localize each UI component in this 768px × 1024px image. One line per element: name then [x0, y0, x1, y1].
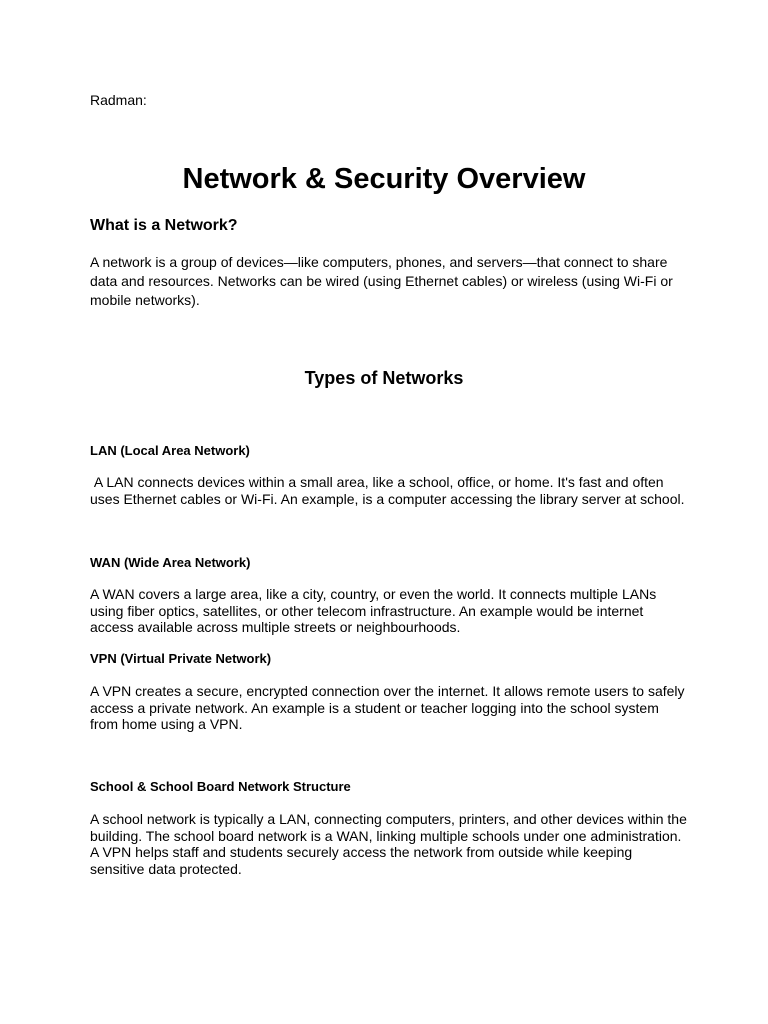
network-paragraph: A network is a group of devices—like computers, phones, and servers—that connect to share data and resources. Networks can be wired (using Ethernet cables) or wireless (using Wi-Fi or mobile networks).: [90, 254, 673, 308]
network-heading: What is a Network?: [90, 217, 238, 234]
vpn-paragraph: A VPN creates a secure, encrypted connection over the internet. It allows remote users to safely access a private network. An example is a student or teacher logging into the school system from home using a VPN.: [90, 683, 685, 732]
vpn-heading: VPN (Virtual Private Network): [90, 651, 272, 666]
author-label: Radman:: [90, 92, 147, 108]
school-structure-paragraph: A school network is typically a LAN, connecting computers, printers, and other devices within the building. The school board network is a WAN, linking multiple schools under one administration. A VPN helps staff and students securely access the network from outside while keeping sensitive data protected.: [90, 811, 687, 877]
lan-heading: LAN (Local Area Network): [90, 443, 250, 458]
document-title: Network & Security Overview: [182, 163, 586, 195]
wan-heading: WAN (Wide Area Network): [90, 555, 251, 570]
wan-paragraph: A WAN covers a large area, like a city, country, or even the world. It connects multiple LANs using fiber optics, satellites, or other telecom infrastructure. An example would be internet access available across multiple streets or neighbourhoods.: [90, 586, 657, 635]
school-structure-heading: School & School Board Network Structure: [90, 779, 351, 794]
lan-paragraph: A LAN connects devices within a small area, like a school, office, or home. It's fast and often uses Ethernet cables or Wi-Fi. An example, is a computer accessing the library server at school.: [90, 474, 685, 507]
types-heading: Types of Networks: [304, 368, 464, 388]
